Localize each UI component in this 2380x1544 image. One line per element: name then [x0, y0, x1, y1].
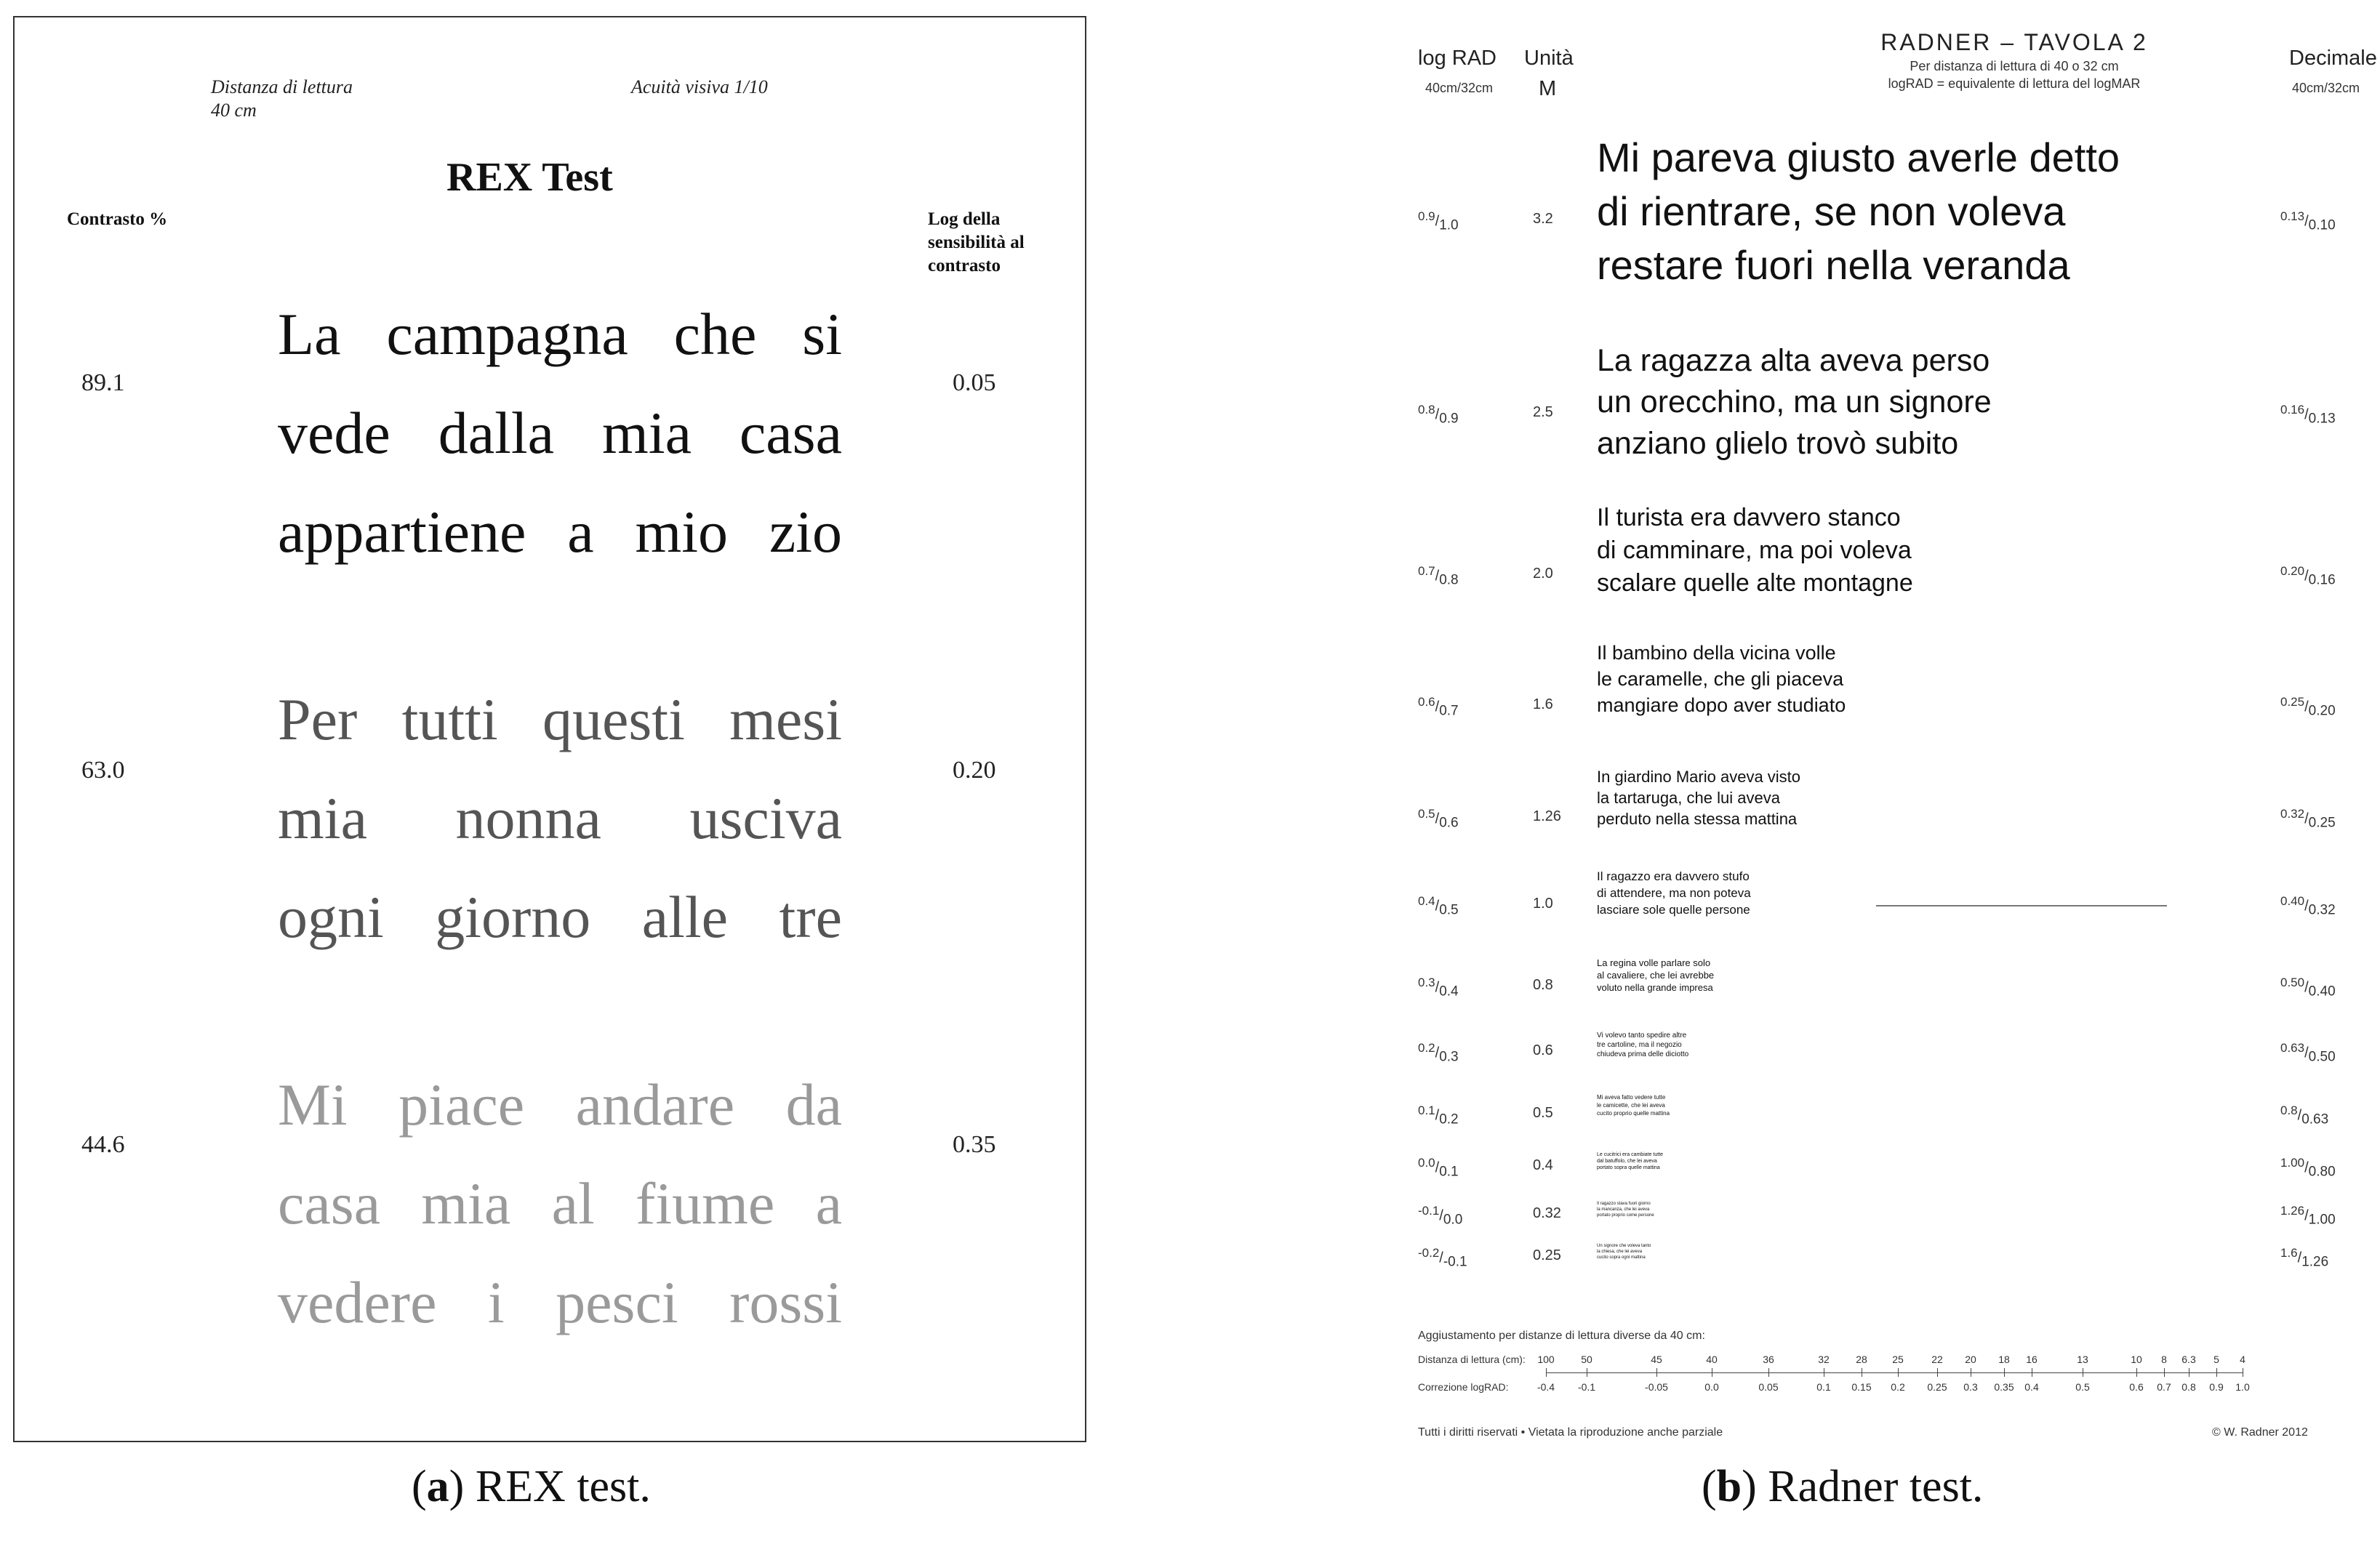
radner-decimal-40cm: 0.50 [2280, 976, 2305, 989]
radner-distance-tick-label: 22 [1931, 1354, 1943, 1365]
radner-decimal-40cm: 0.16 [2280, 403, 2305, 417]
radner-correction-tick-label: 0.5 [2075, 1381, 2090, 1393]
radner-logrAD-value: $^{-0.2}/_{-0.1}$ [1418, 1246, 1467, 1270]
radner-decimal-value: $^{0.32}/_{0.25}$ [2280, 807, 2336, 831]
radner-subtitle-1: Per distanza di lettura di 40 o 32 cm [1910, 59, 2119, 73]
radner-logrAD-32cm: 0.8 [1439, 572, 1459, 588]
radner-logrAD-value: $^{0.2}/_{0.3}$ [1418, 1041, 1459, 1065]
radner-decimal-40cm: 0.8 [2280, 1103, 2298, 1117]
radner-correction-tick-label: 0.05 [1758, 1381, 1779, 1393]
radner-correction-tick-label: 0.4 [2024, 1381, 2039, 1393]
rex-contrast-value: 63.0 [81, 757, 125, 784]
radner-sentence-line: Il ragazzo stava fuori giorno [1597, 1202, 1651, 1206]
radner-correction-tick-label: 0.7 [2157, 1381, 2171, 1393]
radner-test-panel [1396, 0, 2380, 1461]
radner-logrAD-32cm: -0.1 [1443, 1254, 1467, 1270]
caption-b: (b) Radner test. [1702, 1462, 1984, 1511]
radner-logrAD-40cm: 0.5 [1418, 807, 1435, 821]
radner-sentence-line: cucito sopra ogni mattina [1597, 1255, 1646, 1260]
radner-decimal-value: $^{1.00}/_{0.80}$ [2280, 1156, 2336, 1180]
radner-decimal-32cm: 0.32 [2308, 902, 2336, 918]
radner-scale-tick [1656, 1368, 1657, 1377]
rex-log-header-1: Log della [928, 209, 1001, 229]
radner-sentence-line: Un signore che voleva tanto [1597, 1244, 1651, 1248]
radner-logrAD-40cm: 0.7 [1418, 564, 1435, 578]
radner-sentence-line: Il ragazzo era davvero stufo [1597, 869, 1750, 883]
caption-a-text: REX test. [475, 1462, 651, 1511]
radner-scale-tick [2216, 1368, 2217, 1377]
radner-correction-tick-label: 0.25 [1927, 1381, 1947, 1393]
radner-logrAD-40cm: 0.9 [1418, 209, 1435, 223]
radner-correction-tick-label: 0.0 [1704, 1381, 1719, 1393]
radner-decimal-40cm: 0.25 [2280, 695, 2305, 709]
radner-distance-tick-label: 40 [1706, 1354, 1718, 1365]
rex-log-value: 0.05 [953, 369, 996, 396]
radner-decimal-value: $^{0.40}/_{0.32}$ [2280, 894, 2336, 918]
radner-decimal-value: $^{0.16}/_{0.13}$ [2280, 403, 2336, 427]
radner-scale-tick [2164, 1368, 2165, 1377]
radner-logrAD-32cm: 0.5 [1439, 902, 1459, 918]
caption-a-letter: a [426, 1462, 449, 1511]
radner-logrAD-32cm: 0.6 [1439, 815, 1459, 831]
rex-sentence-line: ogni giorno alle tre [278, 884, 842, 950]
radner-distance-label: Distanza di lettura (cm): [1418, 1354, 1526, 1365]
radner-sentence-line: la chiesa, che lei aveva [1597, 1250, 1643, 1254]
radner-scale-tick [1546, 1368, 1547, 1377]
radner-sentence-line: le caramelle, che gli piaceva [1597, 668, 1844, 690]
radner-logrAD-32cm: 0.9 [1439, 411, 1459, 427]
rex-sentence-line: Mi piace andare da [278, 1071, 842, 1138]
radner-logrAD-40cm: 0.6 [1418, 695, 1435, 709]
radner-sentence-line: di attendere, ma non poteva [1597, 886, 1751, 900]
radner-decimal-40cm: 0.63 [2280, 1041, 2305, 1055]
radner-decimal-32cm: 0.13 [2308, 411, 2336, 427]
rex-visual-acuity: Acuità visiva 1/10 [631, 76, 768, 97]
radner-sentence-line: La regina volle parlare solo [1597, 957, 1711, 968]
radner-decimal-32cm: 0.63 [2301, 1111, 2329, 1127]
radner-distance-tick-label: 18 [1998, 1354, 2010, 1365]
radner-sentence-line: In giardino Mario aveva visto [1597, 768, 1801, 786]
radner-logrAD-value: $^{0.3}/_{0.4}$ [1418, 976, 1459, 1000]
radner-logrAD-value: $^{0.0}/_{0.1}$ [1418, 1156, 1459, 1180]
radner-scale-tick [2136, 1368, 2137, 1377]
radner-correction-tick-label: 0.2 [1891, 1381, 1905, 1393]
radner-scale-axis [1546, 1372, 2243, 1373]
radner-logrAD-subheader: 40cm/32cm [1425, 81, 1494, 95]
radner-sentence-line: Il turista era davvero stanco [1597, 504, 1901, 531]
radner-correction-tick-label: 1.0 [2235, 1381, 2250, 1393]
rex-sentence-line: appartiene a mio zio [278, 499, 842, 565]
radner-sentence-line: La ragazza alta aveva perso [1597, 343, 1990, 378]
rex-log-value: 0.20 [953, 757, 996, 784]
radner-logrAD-40cm: 0.1 [1418, 1103, 1435, 1117]
radner-decimal-40cm: 1.00 [2280, 1156, 2305, 1170]
radner-logrAD-value: $^{-0.1}/_{0.0}$ [1418, 1204, 1463, 1228]
radner-sentence-line: Mi pareva giusto averle detto [1597, 134, 2120, 180]
rex-title: REX Test [446, 155, 613, 200]
radner-sentence-line: la tartaruga, che lui aveva [1597, 789, 1780, 807]
radner-sentence-line: portato sopra quelle mattina [1597, 1165, 1660, 1170]
radner-logrAD-32cm: 0.4 [1439, 984, 1459, 1000]
radner-correction-tick-label: 0.9 [2209, 1381, 2224, 1393]
radner-distance-tick-label: 10 [2131, 1354, 2142, 1365]
radner-decimal-40cm: 1.26 [2280, 1204, 2305, 1218]
radner-scale-tick [2004, 1368, 2005, 1377]
radner-decimal-32cm: 1.26 [2301, 1254, 2329, 1270]
radner-footer-right: © W. Radner 2012 [2212, 1426, 2308, 1439]
radner-decimal-32cm: 0.50 [2308, 1049, 2336, 1065]
radner-sentence-line: la mancanza, che lei aveva [1597, 1207, 1650, 1212]
radner-decimal-subheader: 40cm/32cm [2292, 81, 2360, 95]
radner-distance-tick-label: 28 [1856, 1354, 1867, 1365]
radner-logrAD-40cm: 0.2 [1418, 1041, 1435, 1055]
rex-sentence-line: casa mia al fiume a [278, 1170, 842, 1237]
radner-sentence-line: Vi volevo tanto spedire altre [1597, 1032, 1687, 1040]
radner-correction-tick-label: -0.05 [1645, 1381, 1668, 1393]
radner-logrAD-40cm: 0.8 [1418, 403, 1435, 417]
radner-logrAD-40cm: 0.0 [1418, 1156, 1435, 1170]
radner-scale-tick [1937, 1368, 1938, 1377]
radner-adjust-title: Aggiustamento per distanze di lettura diverse da 40 cm: [1418, 1330, 1705, 1342]
radner-sentence-line: Mi aveva fatto vedere tutte [1597, 1094, 1666, 1101]
radner-logrAD-32cm: 0.1 [1439, 1164, 1459, 1180]
radner-distance-tick-label: 5 [2213, 1354, 2219, 1365]
radner-distance-tick-label: 100 [1537, 1354, 1555, 1365]
rex-sentence-line: La campagna che si [278, 301, 842, 367]
radner-distance-tick-label: 50 [1581, 1354, 1592, 1365]
radner-m-value: 0.25 [1533, 1247, 1561, 1263]
radner-distance-tick-label: 25 [1892, 1354, 1904, 1365]
radner-decimal-value: $^{0.25}/_{0.20}$ [2280, 695, 2336, 719]
radner-logrAD-40cm: 0.3 [1418, 976, 1435, 989]
radner-decimal-value: $^{1.6}/_{1.26}$ [2280, 1246, 2329, 1270]
radner-sentence-line: lasciare sole quelle persone [1597, 903, 1750, 917]
radner-m-value: 0.6 [1533, 1042, 1553, 1058]
radner-sentence-line: di camminare, ma poi voleva [1597, 536, 1912, 564]
radner-decimal-value: $^{0.63}/_{0.50}$ [2280, 1041, 2336, 1065]
radner-scale-tick [1898, 1368, 1899, 1377]
radner-decimal-value: $^{1.26}/_{1.00}$ [2280, 1204, 2336, 1228]
radner-title: RADNER – TAVOLA 2 [1880, 29, 2148, 55]
radner-decimal-value: $^{0.13}/_{0.10}$ [2280, 209, 2336, 233]
radner-distance-tick-label: 45 [1651, 1354, 1662, 1365]
radner-logrAD-value: $^{0.4}/_{0.5}$ [1418, 894, 1459, 918]
radner-sentence-line: dal batuffolo, che lei aveva [1597, 1159, 1657, 1164]
radner-logrAD-value: $^{0.7}/_{0.8}$ [1418, 564, 1459, 588]
radner-footer-left: Tutti i diritti riservati • Vietata la riproduzione anche parziale [1418, 1426, 1723, 1439]
radner-m-value: 0.4 [1533, 1157, 1553, 1173]
radner-logrAD-32cm: 0.0 [1443, 1212, 1463, 1228]
radner-decimal-32cm: 0.40 [2308, 984, 2336, 1000]
radner-correction-tick-label: 0.15 [1851, 1381, 1872, 1393]
radner-decimal-40cm: 1.6 [2280, 1246, 2298, 1260]
rex-contrast-header: Contrasto % [67, 209, 168, 229]
radner-sentence-line: al cavaliere, che lei avrebbe [1597, 970, 1715, 981]
radner-m-value: 0.5 [1533, 1105, 1553, 1121]
caption-b-text: Radner test. [1768, 1462, 1984, 1511]
rex-log-value: 0.35 [953, 1131, 996, 1158]
rex-sentence-line: mia nonna usciva [278, 785, 842, 851]
radner-decimal-32cm: 0.10 [2308, 217, 2336, 233]
radner-m-value: 1.6 [1533, 696, 1553, 712]
radner-logrAD-value: $^{0.1}/_{0.2}$ [1418, 1103, 1459, 1127]
radner-scale [1396, 0, 2380, 1461]
radner-distance-tick-label: 13 [2077, 1354, 2088, 1365]
radner-m-value: 1.0 [1533, 896, 1553, 912]
radner-correction-tick-label: -0.4 [1536, 1381, 1555, 1393]
radner-sentence-line: scalare quelle alte montagne [1597, 569, 1913, 597]
radner-logrAD-value: $^{0.9}/_{1.0}$ [1418, 209, 1459, 233]
rex-log-header-3: contrasto [928, 256, 1001, 276]
rex-reading-distance-value: 40 cm [211, 100, 257, 121]
radner-correction-tick-label: 0.35 [1994, 1381, 2014, 1393]
radner-sentence-line: restare fuori nella veranda [1597, 242, 2070, 288]
radner-correction-tick-label: -0.1 [1577, 1381, 1596, 1393]
radner-correction-tick-label: 0.3 [1963, 1381, 1978, 1393]
caption-b-letter: b [1716, 1462, 1742, 1511]
radner-logrAD-32cm: 0.3 [1439, 1049, 1459, 1065]
rex-sentence-line: vede dalla mia casa [278, 400, 842, 466]
radner-decimal-32cm: 0.25 [2308, 815, 2336, 831]
radner-distance-tick-label: 8 [2161, 1354, 2167, 1365]
radner-m-value: 2.5 [1533, 404, 1553, 420]
radner-logrAD-value: $^{0.8}/_{0.9}$ [1418, 403, 1459, 427]
radner-unit-header: Unità [1524, 47, 1574, 70]
radner-m-value: 2.0 [1533, 566, 1553, 582]
radner-sentence-line: cucito proprio quelle mattina [1597, 1110, 1670, 1117]
rex-sentence-line: vedere i pesci rossi [278, 1269, 842, 1335]
caption-a: (a) REX test. [412, 1462, 651, 1511]
radner-decimal-40cm: 0.40 [2280, 894, 2305, 908]
radner-sentence-line: un orecchino, ma un signore [1597, 385, 1992, 419]
radner-m-value: 0.32 [1533, 1205, 1561, 1221]
radner-sentence-line: portato proprio come persone [1597, 1213, 1654, 1218]
rex-contrast-value: 44.6 [81, 1131, 125, 1158]
radner-subtitle-2: logRAD = equivalente di lettura del logMAR [1888, 76, 2141, 91]
rex-sentence-line: Per tutti questi mesi [278, 686, 842, 752]
radner-decimal-32cm: 0.80 [2308, 1164, 2336, 1180]
radner-unit-subheader: M [1539, 77, 1557, 100]
rex-contrast-value: 89.1 [81, 369, 125, 396]
radner-logrAD-40cm: -0.1 [1418, 1204, 1440, 1218]
radner-correction-tick-label: 0.1 [1816, 1381, 1831, 1393]
radner-sentence-line: Le cucitrici era cambiate tutte [1597, 1152, 1664, 1157]
radner-distance-tick-label: 16 [2026, 1354, 2038, 1365]
radner-distance-tick-label: 32 [1818, 1354, 1830, 1365]
radner-logrAD-32cm: 0.7 [1439, 703, 1459, 719]
radner-scale-tick [1768, 1368, 1769, 1377]
radner-m-value: 3.2 [1533, 211, 1553, 227]
radner-logrAD-value: $^{0.5}/_{0.6}$ [1418, 807, 1459, 831]
radner-decimal-40cm: 0.32 [2280, 807, 2305, 821]
radner-m-value: 0.8 [1533, 977, 1553, 993]
radner-decimal-value: $^{0.20}/_{0.16}$ [2280, 564, 2336, 588]
radner-decimal-value: $^{0.8}/_{0.63}$ [2280, 1103, 2329, 1127]
radner-distance-tick-label: 36 [1763, 1354, 1774, 1365]
radner-m-value: 1.26 [1533, 808, 1561, 824]
radner-distance-tick-label: 20 [1965, 1354, 1976, 1365]
radner-distance-tick-label: 4 [2240, 1354, 2245, 1365]
radner-correction-label: Correzione logRAD: [1418, 1381, 1509, 1393]
radner-sentence-line: voluto nella grande impresa [1597, 982, 1713, 993]
radner-decimal-40cm: 0.13 [2280, 209, 2305, 223]
rex-test-panel [13, 16, 1086, 1442]
radner-sentence-line: Il bambino della vicina volle [1597, 642, 1836, 664]
radner-logrAD-header: log RAD [1418, 47, 1496, 70]
radner-sentence-line: mangiare dopo aver studiato [1597, 694, 1846, 716]
radner-sentence-line: perduto nella stessa mattina [1597, 810, 1798, 828]
radner-decimal-value: $^{0.50}/_{0.40}$ [2280, 976, 2336, 1000]
radner-sentence-line: le camicette, che lei aveva [1597, 1102, 1665, 1109]
radner-distance-tick-label: 6.3 [2181, 1354, 2196, 1365]
radner-logrAD-32cm: 1.0 [1439, 217, 1459, 233]
radner-decimal-40cm: 0.20 [2280, 564, 2305, 578]
radner-decimal-32cm: 1.00 [2308, 1212, 2336, 1228]
radner-logrAD-40cm: 0.4 [1418, 894, 1435, 908]
radner-logrAD-40cm: -0.2 [1418, 1246, 1440, 1260]
radner-sentence-line: anziano glielo trovò subito [1597, 426, 1959, 461]
radner-decimal-32cm: 0.16 [2308, 572, 2336, 588]
rex-reading-distance: Distanza di lettura [211, 76, 353, 97]
radner-decimal-header: Decimale [2289, 47, 2377, 70]
radner-sentence-line: di rientrare, se non voleva [1597, 188, 2066, 234]
radner-correction-tick-label: 0.6 [2129, 1381, 2144, 1393]
radner-decimal-32cm: 0.20 [2308, 703, 2336, 719]
radner-sentence-line: tre cartoline, ma il negozio [1597, 1041, 1682, 1049]
radner-logrAD-value: $^{0.6}/_{0.7}$ [1418, 695, 1459, 719]
radner-logrAD-32cm: 0.2 [1439, 1111, 1459, 1127]
rex-log-header-2: sensibilità al [928, 233, 1025, 252]
radner-correction-tick-label: 0.8 [2181, 1381, 2196, 1393]
radner-sentence-line: chiudeva prima delle diciotto [1597, 1050, 1689, 1058]
